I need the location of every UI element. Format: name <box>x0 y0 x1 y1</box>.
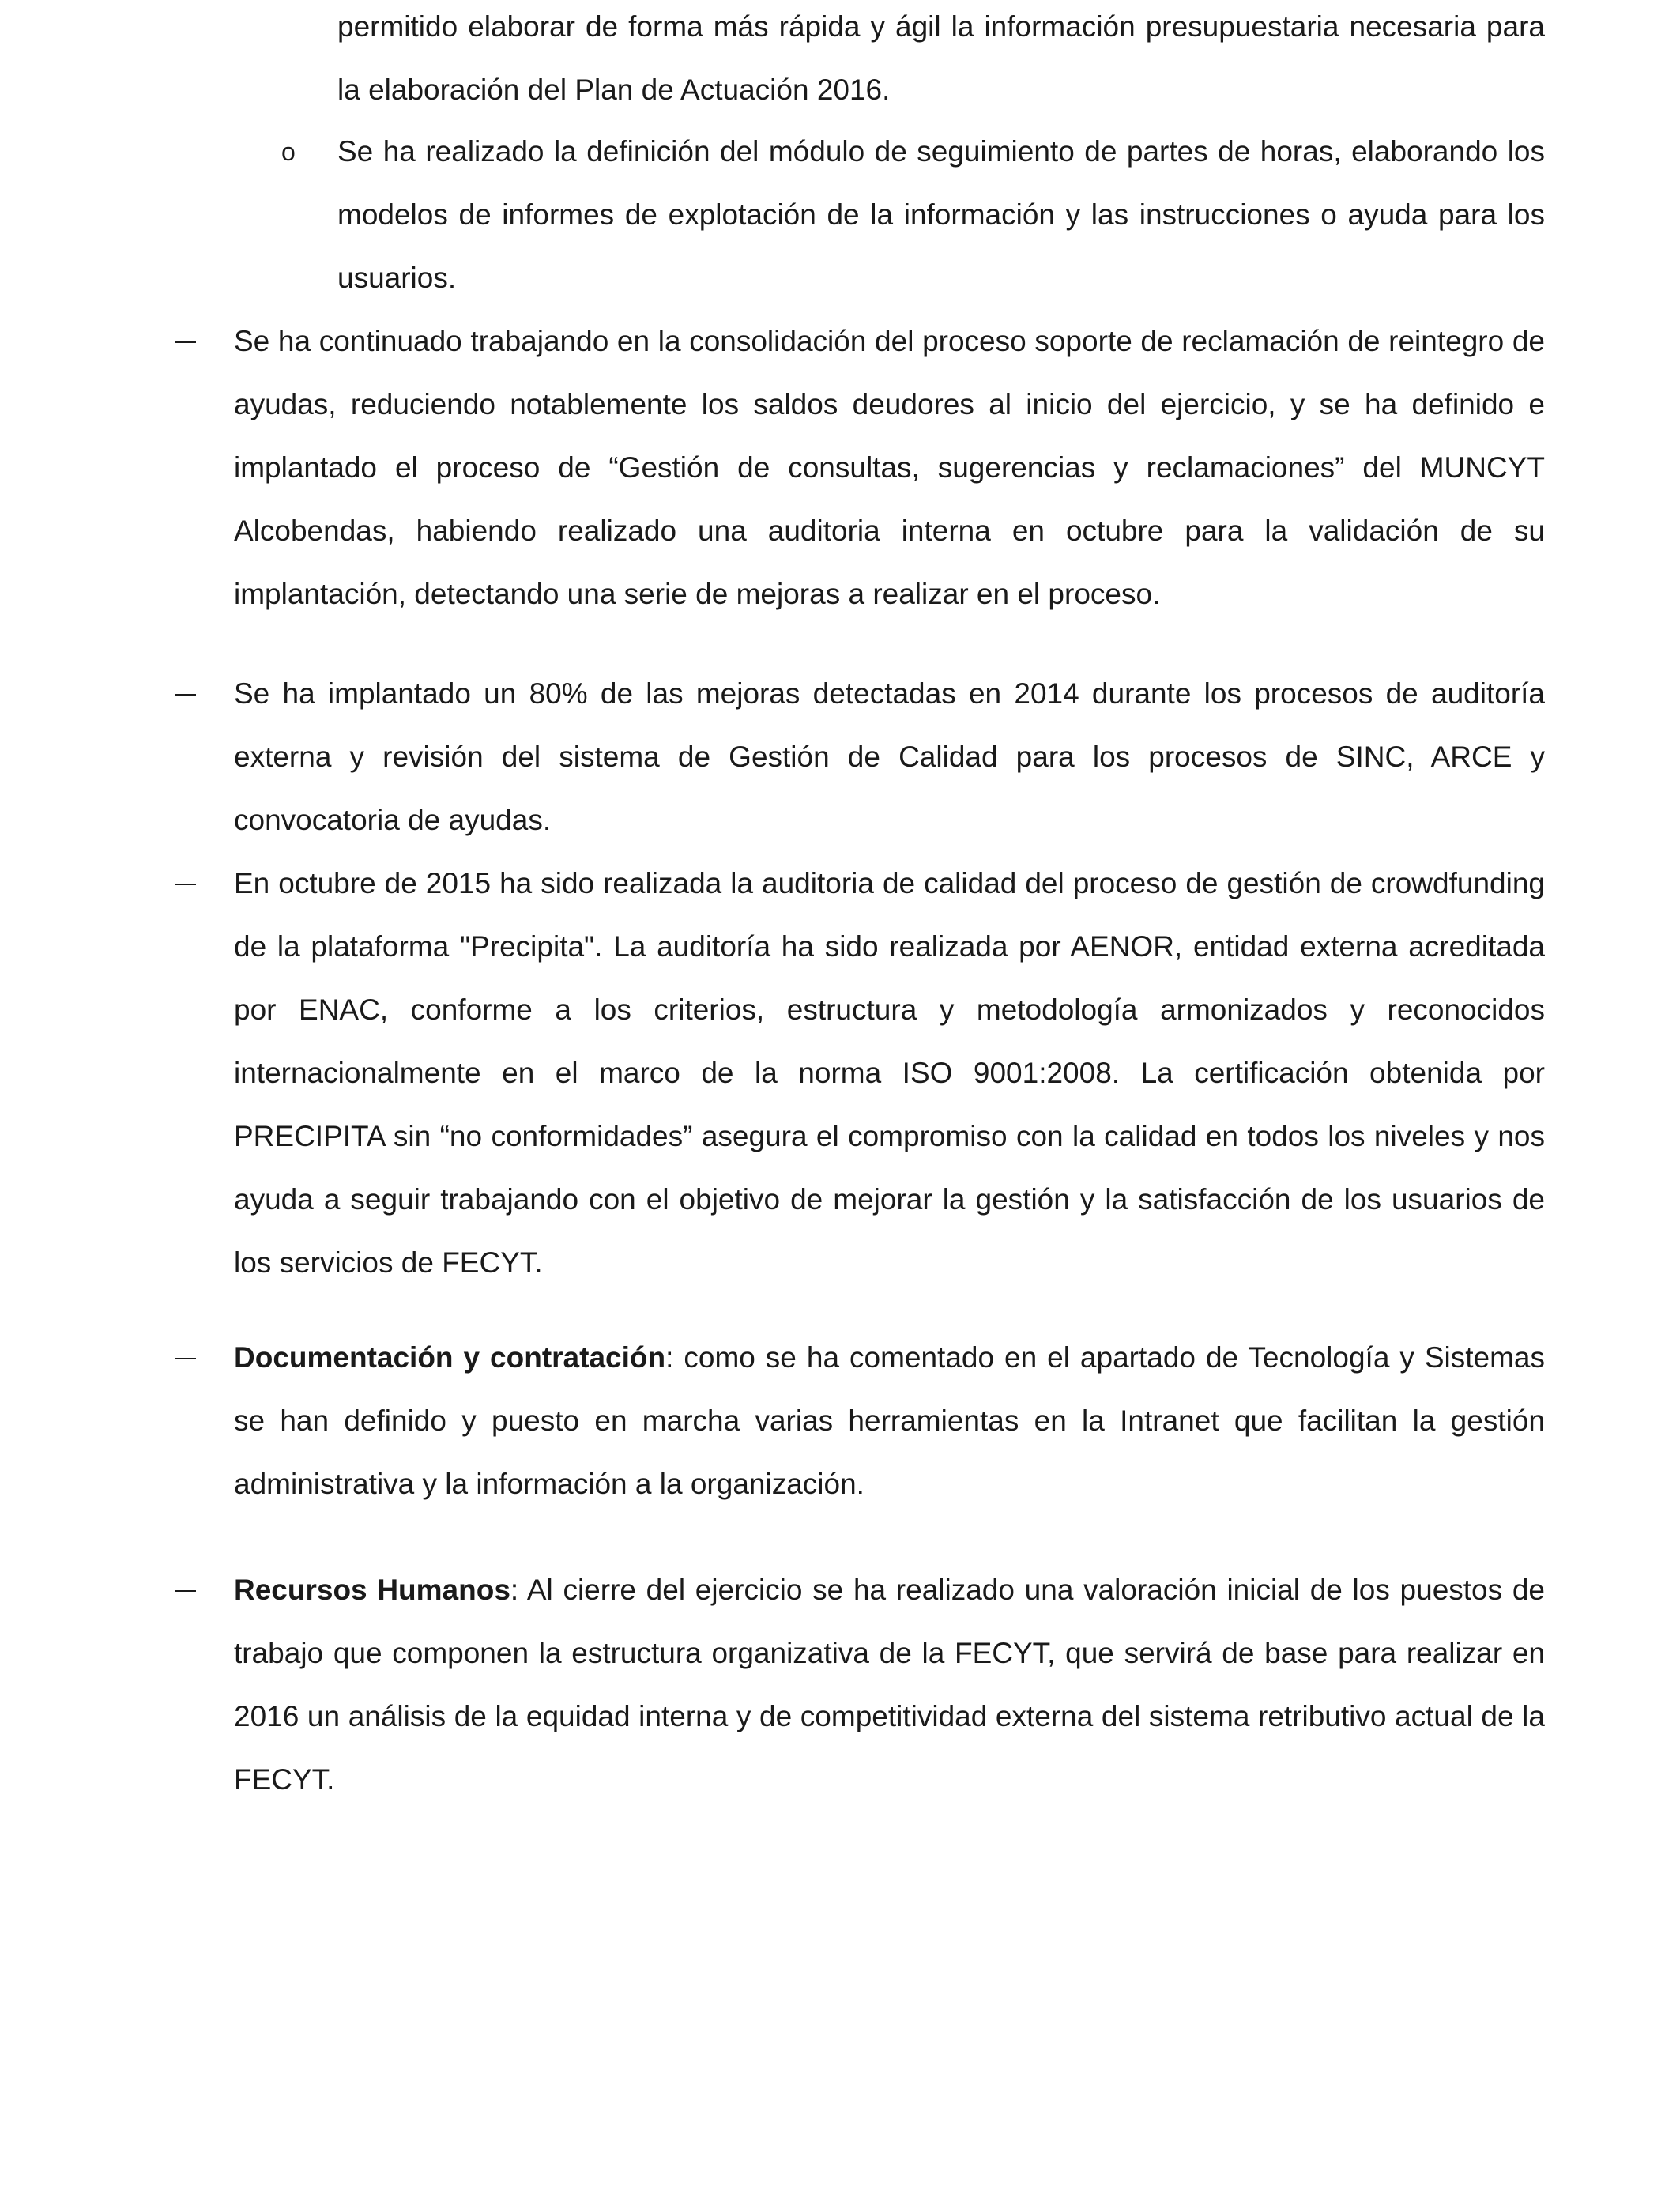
list-item-text: : Al cierre del ejercicio se ha realizado una valoración inicial de los puestos de trabajo que componen la estructura organizativa de la FECYT, que servirá de base para realizar en 2016 un análisis de la equidad interna y de competitividad externa del sistema retributivo actual de la FECYT. <box>234 1574 1545 1796</box>
list-item <box>234 852 1545 1295</box>
list-item-bold: Recursos Humanos <box>234 1574 510 1606</box>
list-item <box>234 1326 1545 1516</box>
sub-item-text: permitido elaborar de forma más rápida y ágil la información presupuestaria necesaria para la elaboración del Plan de Actuación 2016. <box>337 10 1545 106</box>
list-item-text: Se ha continuado trabajando en la consolidación del proceso soporte de reclamación de reintegro de ayudas, reduciendo notablemente los saldos deudores al inicio del ejercicio, y se ha definido e implantado el proceso de “Gestión de consultas, sugerencias y reclamaciones” del MUNCYT Alcobendas, habiendo realizado una auditoria interna en octubre para la validación de su implantación, detectando una serie de mejoras a realizar en el proceso. <box>234 325 1545 610</box>
list-item-text: Se ha implantado un 80% de las mejoras detectadas en 2014 durante los procesos de auditoría externa y revisión del sistema de Gestión de Calidad para los procesos de SINC, ARCE y convocatoria de ayudas. <box>234 677 1545 836</box>
list-item <box>234 310 1545 626</box>
list-item <box>234 1559 1545 1811</box>
sub-item <box>337 120 1545 310</box>
sub-bullet-marker: o <box>281 138 296 166</box>
list-item-bold: Documentación y contratación <box>234 1341 666 1374</box>
sub-item-continuation <box>337 0 1545 122</box>
list-item-text: En octubre de 2015 ha sido realizada la auditoria de calidad del proceso de gestión de crowdfunding de la plataforma "Precipita". La auditoría ha sido realizada por AENOR, entidad externa acreditada por ENAC, conforme a los criterios, estructura y metodología armonizados y reconocidos internacionalmente en el marco de la norma ISO 9001:2008. La certificación obtenida por PRECIPITA sin “no conformidades” asegura el compromiso con la calidad en todos los niveles y nos ayuda a seguir trabajando con el objetivo de mejorar la gestión y la satisfacción de los usuarios de los servicios de FECYT. <box>234 867 1545 1279</box>
sub-item-text: Se ha realizado la definición del módulo de seguimiento de partes de horas, elaborando los modelos de informes de explotación de la información y las instrucciones o ayuda para los usuarios. <box>337 135 1545 294</box>
list-item-text: : como se ha comentado en el apartado de Tecnología y Sistemas se han definido y puesto en marcha varias herramientas en la Intranet que facilitan la gestión administrativa y la información a la organización. <box>234 1341 1545 1500</box>
list-item <box>234 662 1545 852</box>
